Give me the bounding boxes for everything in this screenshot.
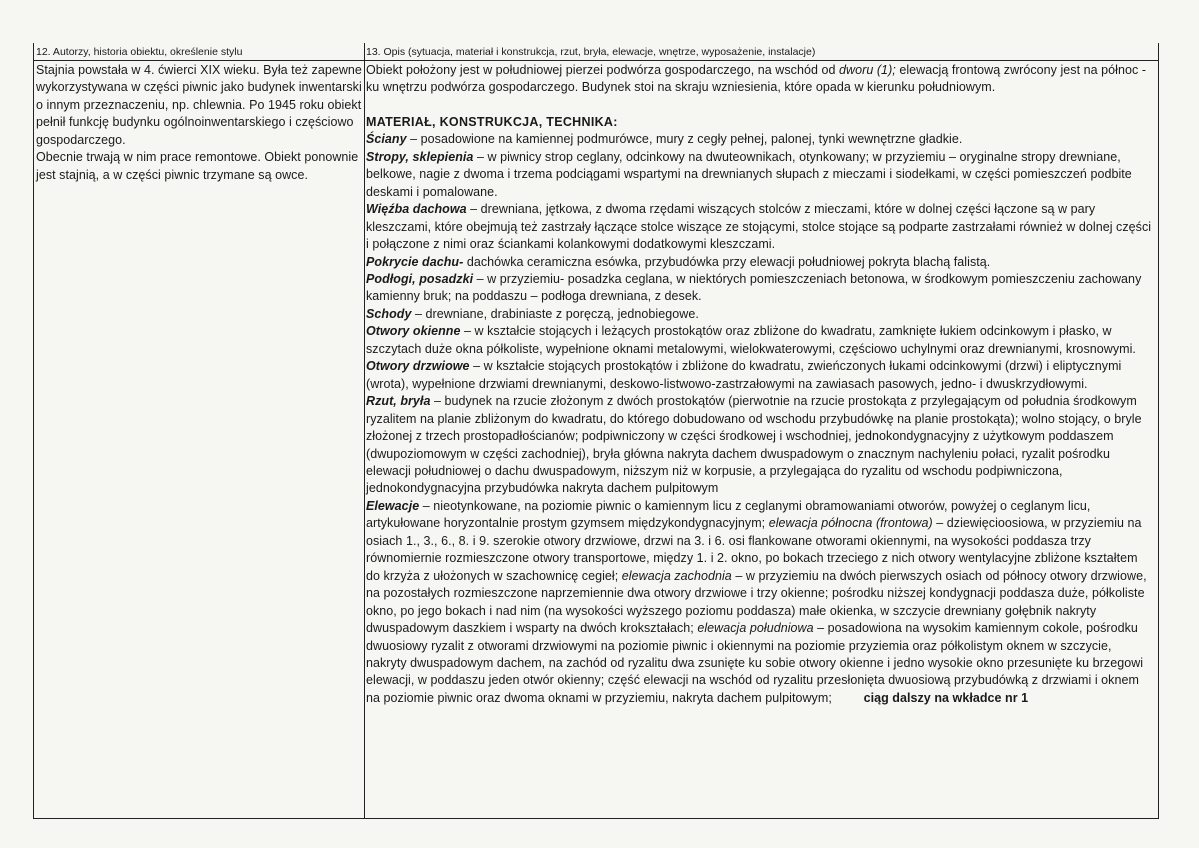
intro-text: elewacją frontową zwrócony jest na północ - ku wnętrzu podwórza gospodarczego. Budynek stoi na skraju wzniesienia, które opada w kierunku południowym.: [366, 63, 1147, 95]
spacer: [366, 97, 1154, 114]
item-text: – drewniana, jętkowa, z dwoma rzędami wiszących stolców z mieczami, które w dolnej części łączone są w pary kleszczami, które obejmują też zastrzały łączące stolce wiszące ze stojącymi, stolce stojące są podparte zastrzałami również w dolnej części i połączone z nimi oraz ściankami kolankowymi dodatkowymi kleszczami.: [366, 202, 1152, 252]
description-item: [366, 358, 1154, 393]
item-term: Więźba dachowa: [366, 202, 467, 217]
elevation-name: elewacja zachodnia: [621, 568, 732, 583]
item-text: – w piwnicy strop ceglany, odcinkowy na dwuteownikach, otynkowany; w przyziemiu – oryginalne stropy drewniane, belkowe, nagie z dwoma i trzema podciągami wspartymi na drewnianych słupach z mieczami i siodełkami, w części pomieszczeń podbite deskami i pomalowane.: [366, 149, 1132, 199]
item-text: – posadowione na kamiennej podmurówce, mury z cegły pełnej, palonej, tynki wewnętrzne gładkie.: [406, 132, 963, 147]
item-text: – w kształcie stojących i leżących prostokątów oraz zbliżone do kwadratu, zamknięte łukiem odcinkowym i płasko, w szczytach duże okna półkoliste, wypełnione oknami metalowymi, wielokwaterowymi, częściowo uchylnymi oraz drewnianymi, krosnowymi.: [366, 324, 1136, 356]
description-item: [366, 149, 1154, 201]
item-text: – w przyziemiu na dwóch pierwszych osiach od północy otwory drzwiowe, na pozostałych rozmieszczone naprzemiennie dwa otwory drzwiowe i trzy okienne; pośrodku niższej kondygnacji poddasza duże, półkoliste okno, po jego bokach i nad nim (na wysokości wyższego poziomu poddasza) małe okienka, w szczycie drewniany gołębnik nakryty dwuspadowym daszkiem i wsparty na dwóch krokształach;: [366, 568, 1147, 636]
history-paragraph: Obecnie trwają w nim prace remontowe. Obiekt ponownie jest stajnią, a w części piwnic trzymane są owce.: [36, 150, 359, 182]
item-term: Rzut, bryła: [366, 394, 431, 409]
description-header: 13. Opis (sytuacja, materiał i konstrukcja, rzut, bryła, elewacje, wnętrze, wyposażenie, instalacje): [366, 46, 816, 58]
item-text: – drewniane, drabiniaste z poręczą, jednobiegowe.: [411, 306, 699, 321]
item-term: Otwory okienne: [366, 324, 461, 339]
item-text: – nieotynkowane, na poziomie piwnic o kamiennym licu z ceglanymi obramowaniami otworów, powyżej o ceglanym licu, artykułowane horyzontalnie prostym gzymsem międzykondygnacyjnym;: [366, 498, 1091, 531]
description-item: [366, 254, 1154, 271]
form-table: [33, 43, 1159, 819]
description-item: [366, 323, 1154, 358]
history-text: [36, 62, 362, 184]
item-text: – w kształcie stojących prostokątów i zbliżone do kwadratu, zwieńczonych łukami odcinkowymi (drzwi) i eliptycznymi (wrota), wypełnione drzwiami drewnianymi, deskowo-listwowo-zastrzałowymi na zawiasach pasowych, jedno- i dwuskrzydłowymi.: [366, 359, 1122, 391]
description-item: [366, 306, 1154, 323]
section-title: MATERIAŁ, KONSTRUKCJA, TECHNIKA:: [366, 114, 618, 129]
item-term: Ściany: [366, 132, 407, 147]
intro-text: Obiekt położony jest w południowej pierzei podwórza gospodarczego, na wschód od: [366, 63, 840, 77]
header-rule: [364, 60, 1158, 61]
item-text: – dziewięcioosiowa, w przyziemiu na osiach 1., 3., 6., 8. i 9. szerokie otwory drzwiowe, drzwi na 3. i 6. osi flankowane otworami okiennymi, na wysokości poddasza trzy równomiernie rozmieszczone otwory transportowe, między 1. i 2. okno, po bokach trzeciego z nich otwory wentylacyjne zbliżone kształtem do krzyża z ułożonych w szachownicę cegieł;: [366, 516, 1142, 583]
intro-paragraph: [366, 62, 1154, 97]
history-column: [33, 43, 365, 818]
header-rule: [34, 60, 364, 61]
item-term: Pokrycie dachu-: [366, 254, 464, 269]
elevation-name: elewacja północna (frontowa): [768, 516, 933, 531]
elevations-paragraph: [366, 498, 1154, 707]
description-item: [366, 271, 1154, 306]
item-text: – w przyziemiu- posadzka ceglana, w niektórych pomieszczeniach betonowa, w środkowym pomieszczeniu zachowany kamienny bruk; na poddaszu – podłoga drewniana, z desek.: [366, 271, 1142, 304]
history-header: 12. Autorzy, historia obiektu, określenie stylu: [36, 46, 243, 58]
description-item: [366, 131, 1154, 148]
description-text: [366, 62, 1154, 707]
elevation-name: elewacja południowa: [697, 621, 814, 636]
description-item: [366, 393, 1154, 498]
item-term: Elewacje: [366, 498, 420, 513]
description-column: [364, 43, 1158, 818]
description-item: [366, 201, 1154, 253]
item-text: – budynek na rzucie złożonym z dwóch prostokątów (pierwotnie na rzucie prostokąta z przylegającym od południa środkowym ryzalitem na planie zbliżonym do kwadratu, do którego dobudowano od wschodu przybudówkę na planie prostokąta); wolno stojący, o bryle złożonej z trzech prostopadłościanów; podpiwniczony w części środkowej i wschodniej, jednokondygnacyjny z użytkowym poddaszem (dwupoziomowym w części zachodniej), bryła główna nakryta dachem dwuspadowym o znacznym nachyleniu połaci, ryzalit pośrodku elewacji południowej o dachu dwuspadowym, niższym niż w korpusie, a przylegająca do ryzalitu od wschodu podpiwniczona, jednokondygnacyjna przybudówka nakryta dachem pulpitowym: [366, 394, 1142, 496]
item-text: – posadowiona na wysokim kamiennym cokole, pośrodku dwuosiowy ryzalit z otworami drzwiowymi na poziomie piwnic i okiennymi na poziomie przyziemia oraz półkolistym oknem w szczycie, nakryty dwuspadowym dachem, na zachód od ryzalitu dwa zsunięte ku sobie otwory okienne i jedno wysokie okno przesunięte ku brzegowi elewacji, w poddaszu jeden otwór okienny; część elewacji na wschód od ryzalitu przesłonięta dwuosiową przybudówką z drzwiami i oknem na poziomie piwnic oraz dwoma oknami w przyziemiu, nakryta dachem pulpitowym;: [366, 621, 1144, 705]
item-term: Schody: [366, 306, 412, 321]
item-term: Stropy, sklepienia: [366, 149, 474, 164]
item-text: dachówka ceramiczna esówka, przybudówka przy elewacji południowej pokryta blachą falistą.: [463, 254, 991, 269]
continuation-note: ciąg dalszy na wkładce nr 1: [863, 690, 1029, 705]
history-paragraph: Stajnia powstała w 4. ćwierci XIX wieku. Była też zapewne wykorzystywana w części piwnic jako budynek inwentarski o innym przeznaczeniu, np. chlewnia. Po 1945 roku obiekt pełnił funkcję budynku ogólnoinwentarskiego i częściowo gospodarczego.: [36, 63, 362, 147]
item-term: Podłogi, posadzki: [366, 271, 474, 286]
intro-reference: dworu (1);: [839, 63, 896, 77]
item-term: Otwory drzwiowe: [366, 359, 470, 374]
